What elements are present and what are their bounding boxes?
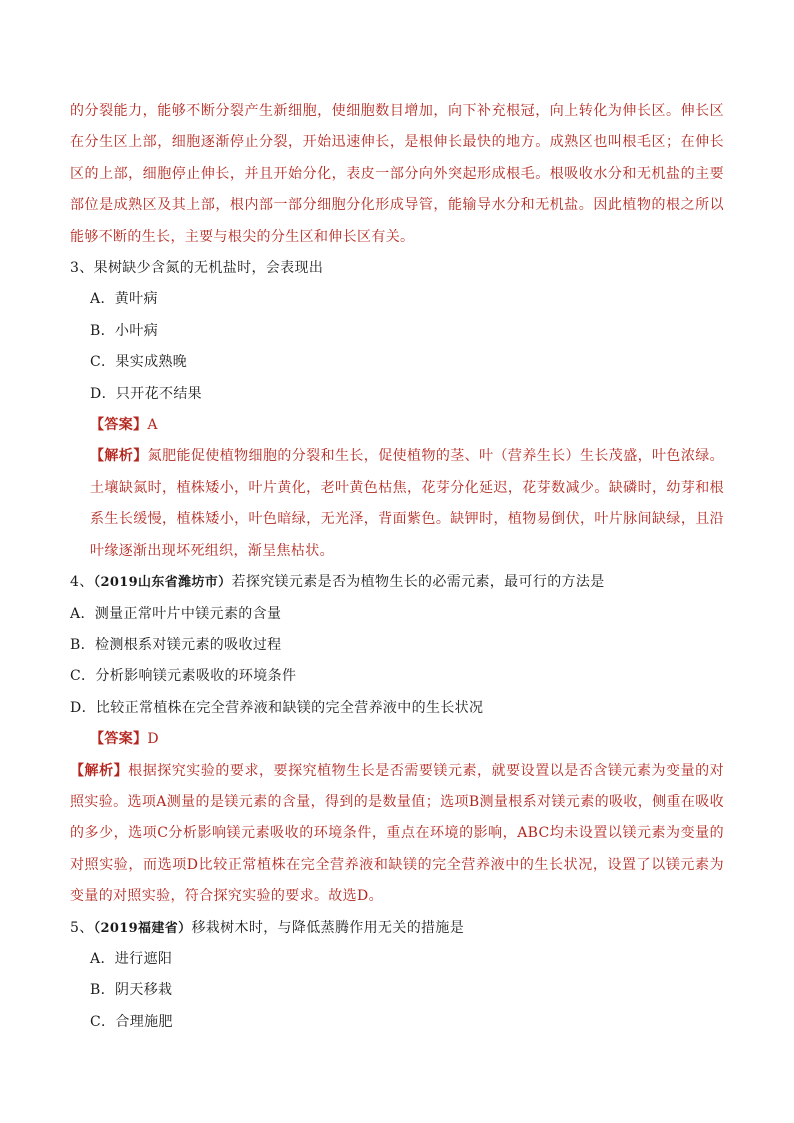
answer-value: A [147,417,158,434]
question-3-text: 果树缺少含氮的无机盐时，会表现出 [93,260,324,277]
question-5-option-b: B．阴天移栽 [90,982,173,999]
question-5-stem [70,913,724,944]
question-4-source: （2019山东省潍坊市） [93,575,232,591]
question-3-option-c: C．果实成熟晚 [90,354,188,371]
answer-value: D [147,731,159,748]
question-4-text: 若探究镁元素是否为植物生长的必需元素，最可行的方法是 [231,574,605,591]
question-3-option-b: B．小叶病 [90,322,159,339]
question-3-option-d: D．只开花不结果 [90,385,203,402]
question-4-stem [70,567,724,598]
question-5-option-a: A．进行遮阳 [90,950,173,967]
question-4-option-b: B．检测根系对镁元素的吸收过程 [70,636,282,653]
question-3-answer [70,410,724,441]
intro-explanation-text: 的分裂能力，能够不断分裂产生新细胞，使细胞数目增加，向下补充根冠，向上转化为伸长区。伸长区在分生区上部，细胞逐渐停止分裂，开始迅速伸长，是根伸长最快的地方。成熟区也叫根毛区；在伸长区的上部，细胞停止伸长，并且开始分化，表皮一部分向外突起形成根毛。根吸收水分和无机盐的主要部位是成熟区及其上部，根内部一部分细胞分化形成导管，能输导水分和无机盐。因此植物的根之所以能够不断的生长，主要与根尖的分生区和伸长区有关。 [70,103,724,245]
answer-label: 【答案】 [90,417,148,434]
question-5-source: （2019福建省） [93,920,192,936]
question-5-option-c: C．合理施肥 [90,1013,173,1030]
analysis-text: 根据探究实验的要求，要探究植物生长是否需要镁元素，就要设置以是否含镁元素为变量的对照实验。选项A测量的是镁元素的含量，得到的是数量值；选项B测量根系对镁元素的吸收，侧重在吸收的多少，选项C分析影响镁元素吸收的环境条件，重点在环境的影响，ABC均未设置以镁元素为变量的对照实验，而选项D比较正常植株在完全营养液和缺镁的完全营养液中的生长状况，设置了以镁元素为变量的对照实验，符合探究实验的要求。故选D。 [70,762,724,905]
question-5-text: 移栽树木时，与降低蒸腾作用无关的措施是 [191,919,465,936]
question-4-analysis [70,756,724,913]
question-3-stem [70,253,724,284]
analysis-text: 氮肥能促使植物细胞的分裂和生长，促使植物的茎、叶（营养生长）生长茂盛，叶色浓绿。土壤缺氮时，植株矮小，叶片黄化，老叶黄色枯焦，花芽分化延迟，花芽数减少。缺磷时，幼芽和根系生长缓慢，植株矮小，叶色暗绿，无光泽，背面紫色。缺钾时，植物易倒伏，叶片脉间缺绿，且沿叶缘逐渐出现坏死组织，渐呈焦枯状。 [90,448,725,559]
question-3-number: 3、 [70,260,94,277]
question-3-option-a: A．黄叶病 [90,291,158,308]
question-4-option-a: A．测量正常叶片中镁元素的含量 [70,605,282,622]
question-4-number: 4、 [70,574,94,591]
answer-label: 【答案】 [90,731,148,748]
analysis-label: 【解析】 [70,762,129,779]
analysis-label: 【解析】 [90,448,148,465]
page-content [70,96,724,1038]
question-4-option-c: C．分析影响镁元素吸收的环境条件 [70,668,297,685]
question-4-answer [70,724,724,755]
question-3-analysis [70,441,724,567]
question-4-option-d: D．比较正常植株在完全营养液和缺镁的完全营养液中的生长状况 [70,699,484,716]
question-5-number: 5、 [70,919,94,936]
